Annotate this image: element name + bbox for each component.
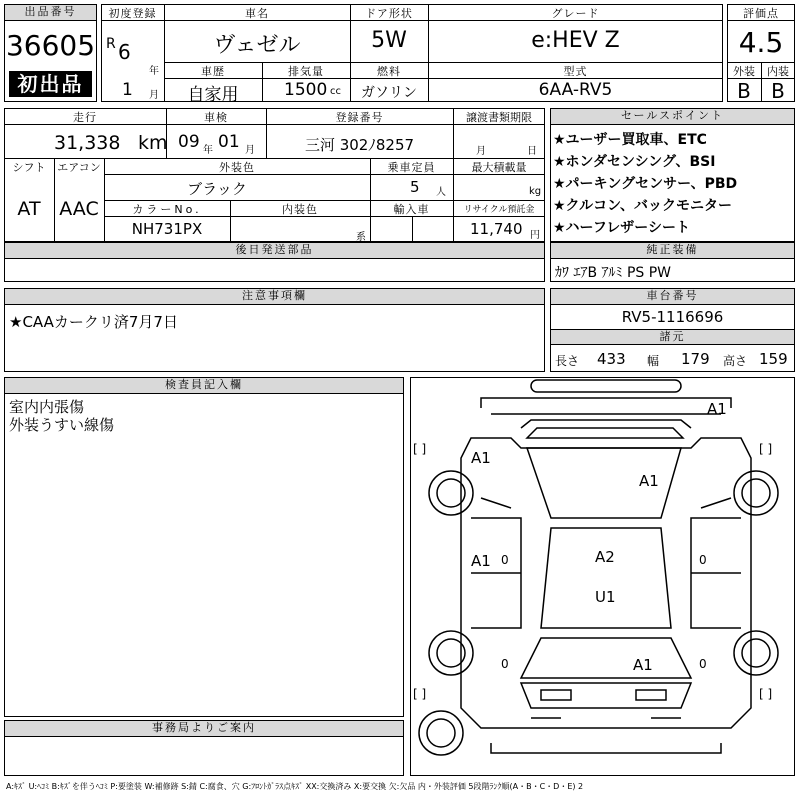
specs-label: 諸元 — [551, 329, 794, 345]
sales-points-box — [550, 108, 795, 242]
door-label: ドア形状 — [365, 7, 413, 20]
score-value: 4.5 — [738, 26, 784, 59]
capacity-value: 5 — [410, 178, 420, 196]
mark-roof-rear: U1 — [595, 588, 616, 606]
ac-label: エアコン — [57, 161, 101, 174]
exterior-color-value: ブラック — [187, 180, 247, 198]
import-label: 輸入車 — [393, 203, 430, 216]
lot-number: 36605 — [5, 29, 96, 62]
inspector-label: 検査員記入欄 — [5, 378, 403, 394]
transfer-day-unit: 日 — [527, 146, 537, 157]
mark-rear: A1 — [633, 656, 653, 674]
chassis-value: RV5-1116696 — [621, 308, 724, 326]
car-diagram — [410, 377, 795, 776]
grade-value: e:HEV Z — [531, 28, 620, 53]
fuel-value: ガソリン — [361, 85, 417, 101]
reg-month-unit: 月 — [149, 90, 159, 101]
plate-label: 登録番号 — [335, 111, 384, 124]
genuine-box — [550, 242, 795, 282]
max-load-unit: kg — [529, 186, 542, 197]
mark-hood: A1 — [639, 472, 659, 490]
legend: A:ｷｽﾞ U:ﾍｺﾐ B:ｷｽﾞを伴うﾍｺﾐ P:要塗装 W:補修跡 S:錆 C:腐食、穴 G:ﾌﾛﾝﾄｶﾞﾗｽ点ｷｽﾞ XX:交換済み X:要交換 欠:欠品 内・外装評価 5段階ﾗﾝｸ順(A・B・C・D・E) 2 — [6, 782, 584, 791]
capacity-label: 乗車定員 — [387, 161, 436, 174]
bracket-mark: [ ] — [413, 442, 427, 456]
color-no-value: NH731PX — [131, 220, 203, 238]
interior-color-unit: 系 — [356, 232, 366, 243]
displacement-unit: cc — [330, 86, 341, 97]
sales-point-item: ★クルコン、バックモニター — [553, 198, 733, 214]
sales-point-item: ★ハーフレザーシート — [553, 220, 691, 236]
first-listing-badge: 初出品 — [9, 71, 92, 97]
shift-value: AT — [17, 198, 41, 220]
car-outline-diagram — [411, 378, 794, 775]
inspector-line: 室内内張傷 — [9, 398, 85, 416]
reg-year-unit: 年 — [149, 66, 159, 77]
displacement-label: 排気量 — [288, 65, 324, 78]
genuine-label: 純正装備 — [551, 243, 794, 259]
shift-label: シフト — [12, 161, 46, 174]
notes-value: ★CAAカークリ済7月7日 — [9, 313, 178, 331]
recycle-value: 11,740 — [470, 220, 523, 238]
transfer-label: 譲渡書類期限 — [466, 111, 532, 124]
car-name: ヴェゼル — [213, 33, 301, 58]
height-label: 高さ — [723, 354, 748, 368]
mark-left-door: A1 — [471, 552, 491, 570]
later-parts-box — [4, 242, 545, 282]
mark-front-left: A1 — [471, 449, 491, 467]
int-score-label: 内装 — [767, 65, 789, 78]
ext-score-label: 外装 — [733, 65, 755, 78]
inspection-year: 09 — [178, 132, 200, 152]
inspector-line: 外装うすい線傷 — [9, 416, 115, 434]
color-no-label: カラーNo. — [132, 203, 202, 216]
door-value: 5W — [371, 28, 407, 53]
history-label: 車歴 — [201, 65, 225, 78]
capacity-unit: 人 — [436, 187, 446, 198]
reg-year: 6 — [118, 40, 131, 64]
car-name-label: 車名 — [245, 7, 269, 20]
reg-label: 初度登録 — [108, 7, 157, 20]
mark-zero: 0 — [501, 553, 509, 567]
exterior-color-label: 外装色 — [219, 161, 255, 174]
fuel-label: 燃料 — [377, 65, 401, 78]
plate-value: 三河 302ﾉ8257 — [304, 136, 415, 154]
model-label: 型式 — [563, 65, 588, 78]
recycle-unit: 円 — [530, 230, 540, 241]
int-score: B — [771, 79, 785, 103]
notes-label: 注意事項欄 — [5, 289, 544, 305]
length-value: 433 — [597, 350, 626, 368]
mark-zero: 0 — [501, 657, 509, 671]
details-grid — [4, 108, 545, 242]
width-value: 179 — [681, 350, 710, 368]
bracket-mark: [ ] — [759, 687, 773, 701]
lot-box — [4, 4, 97, 102]
sales-point-item: ★パーキングセンサー、PBD — [553, 176, 738, 192]
inspection-label: 車検 — [204, 111, 228, 124]
mark-roof: A2 — [595, 548, 615, 566]
length-label: 長さ — [555, 354, 580, 368]
history-value: 自家用 — [187, 85, 239, 105]
genuine-value: ｶﾜ ｴｱB ｱﾙﾐ PS PW — [555, 265, 672, 281]
mileage-value: 31,338 — [54, 132, 121, 154]
office-box — [4, 720, 404, 776]
bracket-mark: [ ] — [759, 442, 773, 456]
reg-era: R — [106, 36, 116, 52]
displacement-value: 1500 — [284, 80, 328, 100]
mark-front: A1 — [707, 400, 727, 418]
lot-label: 出品番号 — [5, 5, 96, 21]
mark-zero: 0 — [699, 553, 707, 567]
width-label: 幅 — [647, 354, 660, 368]
sales-point-item: ★ユーザー買取車、ETC — [553, 132, 707, 148]
ac-value: AAC — [59, 198, 99, 220]
ext-score: B — [737, 79, 751, 103]
inspection-year-unit: 年 — [203, 145, 213, 156]
model-value: 6AA-RV5 — [538, 80, 613, 100]
score-label: 評価点 — [743, 7, 779, 20]
mark-zero: 0 — [699, 657, 707, 671]
interior-color-label: 内装色 — [282, 203, 318, 216]
mileage-unit: km — [138, 132, 168, 154]
chassis-label: 車台番号 — [551, 289, 794, 305]
reg-month: 1 — [122, 80, 133, 100]
max-load-label: 最大積載量 — [471, 161, 527, 174]
inspection-month: 01 — [218, 132, 240, 152]
grade-label: グレード — [551, 7, 600, 20]
transfer-month-unit: 月 — [476, 146, 486, 157]
mileage-label: 走行 — [73, 111, 97, 124]
inspector-box — [4, 377, 404, 717]
notes-box — [4, 288, 545, 372]
later-parts-label: 後日発送部品 — [5, 243, 544, 259]
inspection-month-unit: 月 — [245, 145, 255, 156]
height-value: 159 — [759, 350, 788, 368]
chassis-box — [550, 288, 795, 372]
bracket-mark: [ ] — [413, 687, 427, 701]
recycle-label: リサイクル預託金 — [463, 205, 535, 215]
office-label: 事務局よりご案内 — [5, 721, 403, 737]
sales-points-label: セールスポイント — [551, 109, 794, 125]
sales-point-item: ★ホンダセンシング、BSI — [553, 154, 716, 170]
